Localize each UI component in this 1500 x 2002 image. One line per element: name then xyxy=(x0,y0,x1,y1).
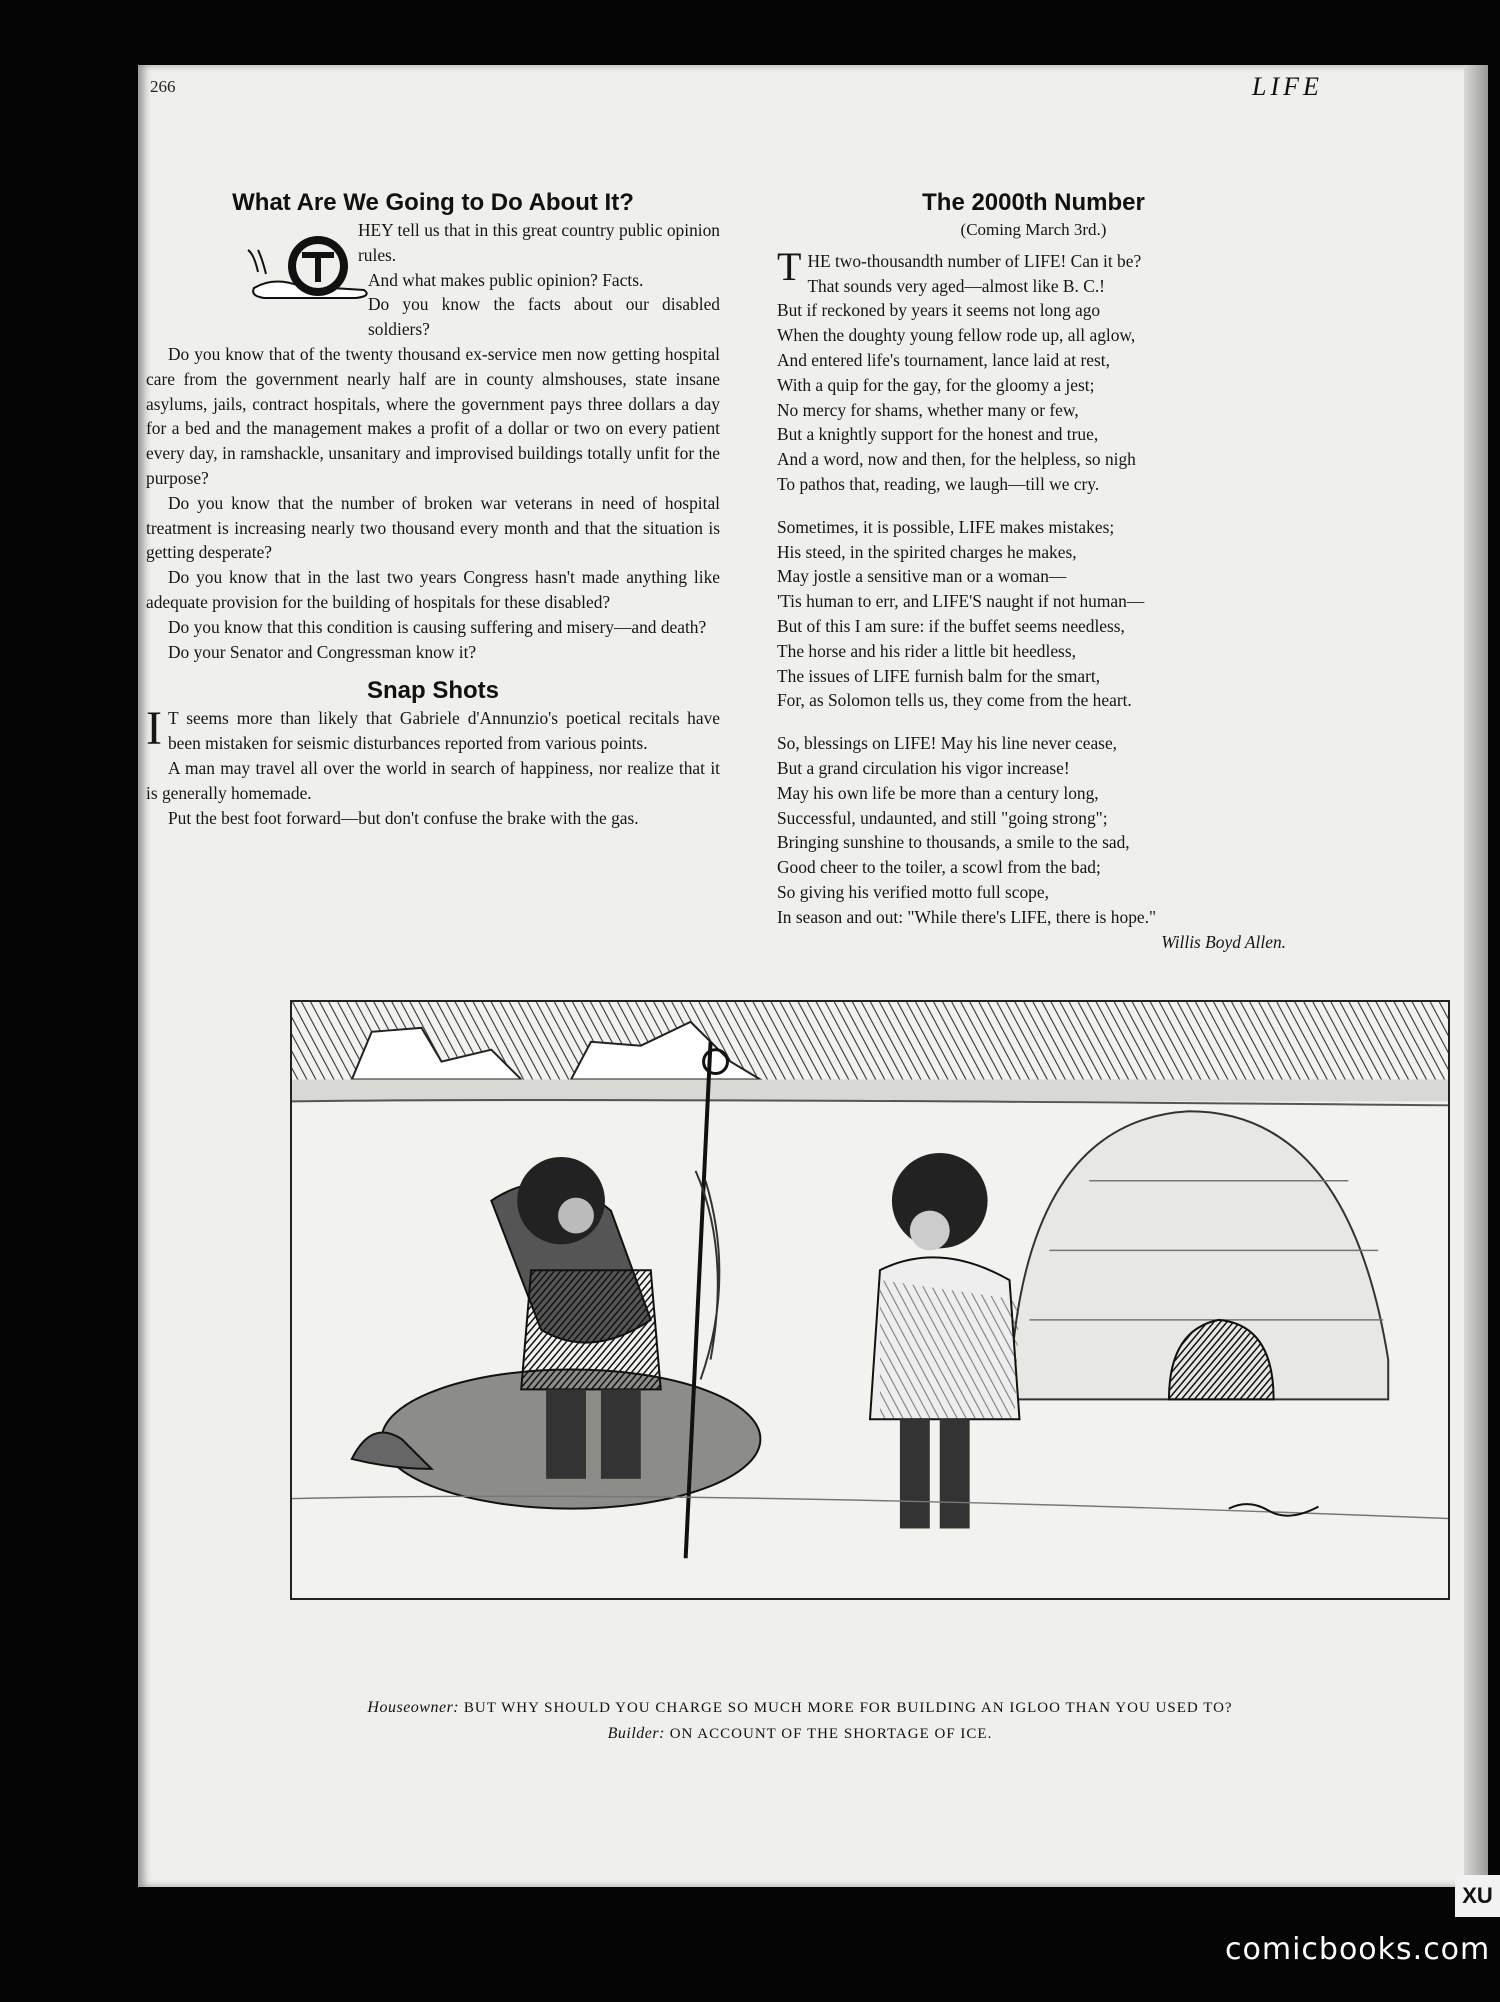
poem-line: Successful, undaunted, and still "going strong"; xyxy=(777,807,1108,828)
cartoon-drawing xyxy=(292,1002,1448,1598)
article-title-disabled-soldiers: What Are We Going to Do About It? xyxy=(232,189,634,216)
poem-line: May his own life be more than a century long, xyxy=(777,782,1099,803)
poem-line: Bringing sunshine to thousands, a smile to the sad, xyxy=(777,832,1130,853)
article1-paragraph: And what makes public opinion? Facts. xyxy=(368,269,644,290)
masthead: LIFE xyxy=(1252,72,1323,101)
poem-line: And entered life's tournament, lance laid at rest, xyxy=(777,349,1110,370)
poem-stanza xyxy=(777,243,1290,497)
poem-line: Sometimes, it is possible, LIFE makes mistakes; xyxy=(777,516,1115,537)
poem-line: May jostle a sensitive man or a woman— xyxy=(777,566,1067,587)
poem-body xyxy=(777,243,1290,955)
article1-paragraph: Do you know that the number of broken war veterans in need of hospital treatment is increasing nearly two thousand every month and that the situation is getting desperate? xyxy=(146,492,720,563)
article-title-snap-shots: Snap Shots xyxy=(366,677,499,705)
caption-text: BUT WHY SHOULD YOU CHARGE SO MUCH MORE FOR BUILDING AN IGLOO THAN YOU USED TO? xyxy=(463,1700,1233,1716)
poem-line: HE two-thousandth number of LIFE! Can it be? xyxy=(807,250,1142,271)
poem-subtitle: (Coming March 3rd.) xyxy=(960,220,1107,239)
watermark: comicbooks.com xyxy=(1225,1932,1491,1967)
igloo-cartoon-illustration xyxy=(290,1000,1450,1600)
right-column xyxy=(777,188,1290,954)
drop-cap: I xyxy=(146,702,162,756)
drop-cap: T xyxy=(777,243,802,289)
caption-line-1 xyxy=(240,1695,1360,1721)
poem-line: But a knightly support for the honest and true, xyxy=(777,424,1099,445)
article2-paragraph: T seems more than likely that Gabriele d'Annunzio's poetical recitals have been mistaken for seismic disturbances reported from various points. xyxy=(167,708,720,754)
caption-speaker: Builder: xyxy=(607,1725,665,1742)
poem-line: His steed, in the spirited charges he makes, xyxy=(777,541,1077,562)
caption-speaker: Houseowner: xyxy=(367,1699,460,1716)
article1-paragraph: Do you know that this condition is causing suffering and misery—and death? xyxy=(168,616,707,637)
poem-line: Good cheer to the toiler, a scowl from the bad; xyxy=(777,857,1101,878)
poem-line: To pathos that, reading, we laugh—till we cry. xyxy=(777,473,1100,494)
poem-stanza xyxy=(777,731,1290,929)
poem-line: In season and out: "While there's LIFE, there is hope." xyxy=(777,906,1157,927)
caption-line-2 xyxy=(240,1721,1360,1747)
poem-line: When the doughty young fellow rode up, all aglow, xyxy=(777,325,1136,346)
article1-paragraph: Do you know the facts about our disabled soldiers? xyxy=(368,294,720,340)
poem-line: So, blessings on LIFE! May his line never cease, xyxy=(777,733,1118,754)
poem-line: And a word, now and then, for the helpless, so nigh xyxy=(777,449,1136,470)
article2-paragraph: A man may travel all over the world in search of happiness, nor realize that it is generally homemade. xyxy=(146,757,720,803)
poem-line: But a grand circulation his vigor increase! xyxy=(777,757,1070,778)
article1-paragraph: HEY tell us that in this great country public opinion rules. xyxy=(358,220,720,265)
poem-line: The horse and his rider a little bit heedless, xyxy=(777,640,1076,661)
poem-line: That sounds very aged—almost like B. C.! xyxy=(807,275,1105,296)
poem-stanza xyxy=(777,515,1290,713)
poem-title: The 2000th Number xyxy=(922,189,1145,216)
caption-text: ON ACCOUNT OF THE SHORTAGE OF ICE. xyxy=(669,1726,993,1742)
page-edge xyxy=(1464,65,1488,1887)
poem-line: So giving his verified motto full scope, xyxy=(777,881,1049,902)
poem-line: But if reckoned by years it seems not long ago xyxy=(777,300,1101,321)
left-column xyxy=(146,188,720,830)
page-number: 266 xyxy=(150,77,176,96)
article2-paragraph: Put the best foot forward—but don't confuse the brake with the gas. xyxy=(168,807,639,828)
poem-line: But of this I am sure: if the buffet seems needless, xyxy=(777,615,1125,636)
poem-line: With a quip for the gay, for the gloomy a jest; xyxy=(777,374,1095,395)
article1-paragraph: Do you know that of the twenty thousand ex-service men now getting hospital care from the government nearly half are in county almshouses, state insane asylums, jails, contract hospitals, where the government pays three dollars a day for a bed and the management makes a profit of a dollar or two on every patient every day, in ramshackle, unsanitary and improvised buildings totally unfit for the purpose? xyxy=(146,343,720,488)
article1-intro xyxy=(146,218,720,342)
side-tab: XU xyxy=(1455,1875,1500,1917)
poem-line: No mercy for shams, whether many or few, xyxy=(777,399,1079,420)
poem-signature: Willis Boyd Allen. xyxy=(1161,931,1286,952)
article1-paragraph: Do your Senator and Congressman know it? xyxy=(168,641,477,662)
cartoon-caption xyxy=(240,1695,1360,1747)
poem-line: 'Tis human to err, and LIFE'S naught if not human— xyxy=(777,591,1145,612)
poem-line: For, as Solomon tells us, they come from the heart. xyxy=(777,690,1132,711)
article1-paragraph: Do you know that in the last two years Congress hasn't made anything like adequate provision for the building of hospitals for these disabled? xyxy=(146,567,720,612)
poem-line: The issues of LIFE furnish balm for the smart, xyxy=(777,665,1101,686)
